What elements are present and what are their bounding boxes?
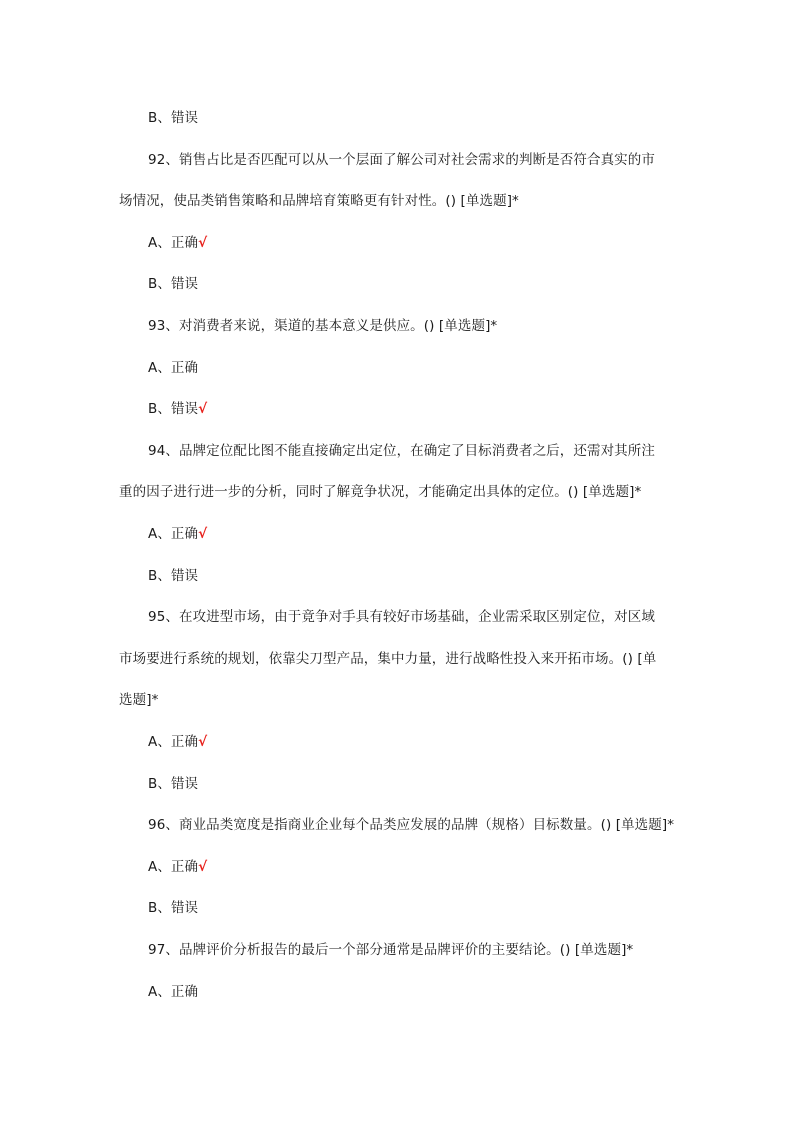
q95-question-line-1: 95、在攻进型市场，由于竟争对手具有较好市场基础，企业需采取区别定位，对区域 <box>148 609 655 625</box>
correct-check-icon: √ <box>198 235 208 251</box>
correct-check-icon: √ <box>198 859 208 875</box>
q92-question-line-2: 场情况，使品类销售策略和品牌培育策略更有针对性。() [单选题]* <box>119 193 519 209</box>
correct-check-icon: √ <box>198 734 208 750</box>
option-label: B、错误 <box>148 110 199 126</box>
q94-question-line-1: 94、品牌定位配比图不能直接确定出定位，在确定了目标消费者之后，还需对其所注 <box>148 443 655 459</box>
q97-question-line-1: 97、品牌评价分析报告的最后一个部分通常是品牌评价的主要结论。() [单选题]* <box>148 942 634 958</box>
q92-question-line-1: 92、销售占比是否匹配可以从一个层面了解公司对社会需求的判断是否符合真实的市 <box>148 152 655 168</box>
q95-option-b <box>148 774 679 794</box>
q93-question-line-1: 93、对消费者来说，渠道的基本意义是供应。() [单选题]* <box>148 318 498 334</box>
q94-option-b <box>148 566 679 586</box>
q95-question-line-2: 市场要进行系统的规划，依靠尖刀型产品，集中力量，进行战略性投入来开拓市场。() [单 <box>119 651 657 667</box>
q92-option-a <box>148 233 679 253</box>
option-label: B、错误 <box>148 401 199 417</box>
correct-check-icon: √ <box>198 401 208 417</box>
option-label: B、错误 <box>148 900 199 916</box>
option-label: A、正确 <box>148 360 199 376</box>
q97-option-a <box>148 982 679 1002</box>
q94-question-line-2: 重的因子进行进一步的分析，同时了解竟争状况，才能确定出具体的定位。() [单选题]* <box>119 484 642 500</box>
q94-option-a <box>148 524 679 544</box>
option-label: B、错误 <box>148 568 199 584</box>
q96-option-b <box>148 898 679 918</box>
option-label: A、正确 <box>148 859 199 875</box>
q93-option-b <box>148 399 679 419</box>
q93-option-a <box>148 358 679 378</box>
option-label: A、正确 <box>148 734 199 750</box>
option-label: A、正确 <box>148 984 199 1000</box>
q96-question-line-1: 96、商业品类宽度是指商业企业每个品类应发展的品牌（规格）目标数量。() [单选题]* <box>148 817 675 833</box>
q95-question-line-3: 选题]* <box>119 692 159 708</box>
q95-option-a <box>148 732 679 752</box>
q91-option-b <box>148 108 679 128</box>
option-label: B、错误 <box>148 276 199 292</box>
q92-option-b <box>148 274 679 294</box>
option-label: A、正确 <box>148 526 199 542</box>
option-label: A、正确 <box>148 235 199 251</box>
q96-option-a <box>148 857 679 877</box>
correct-check-icon: √ <box>198 526 208 542</box>
option-label: B、错误 <box>148 776 199 792</box>
